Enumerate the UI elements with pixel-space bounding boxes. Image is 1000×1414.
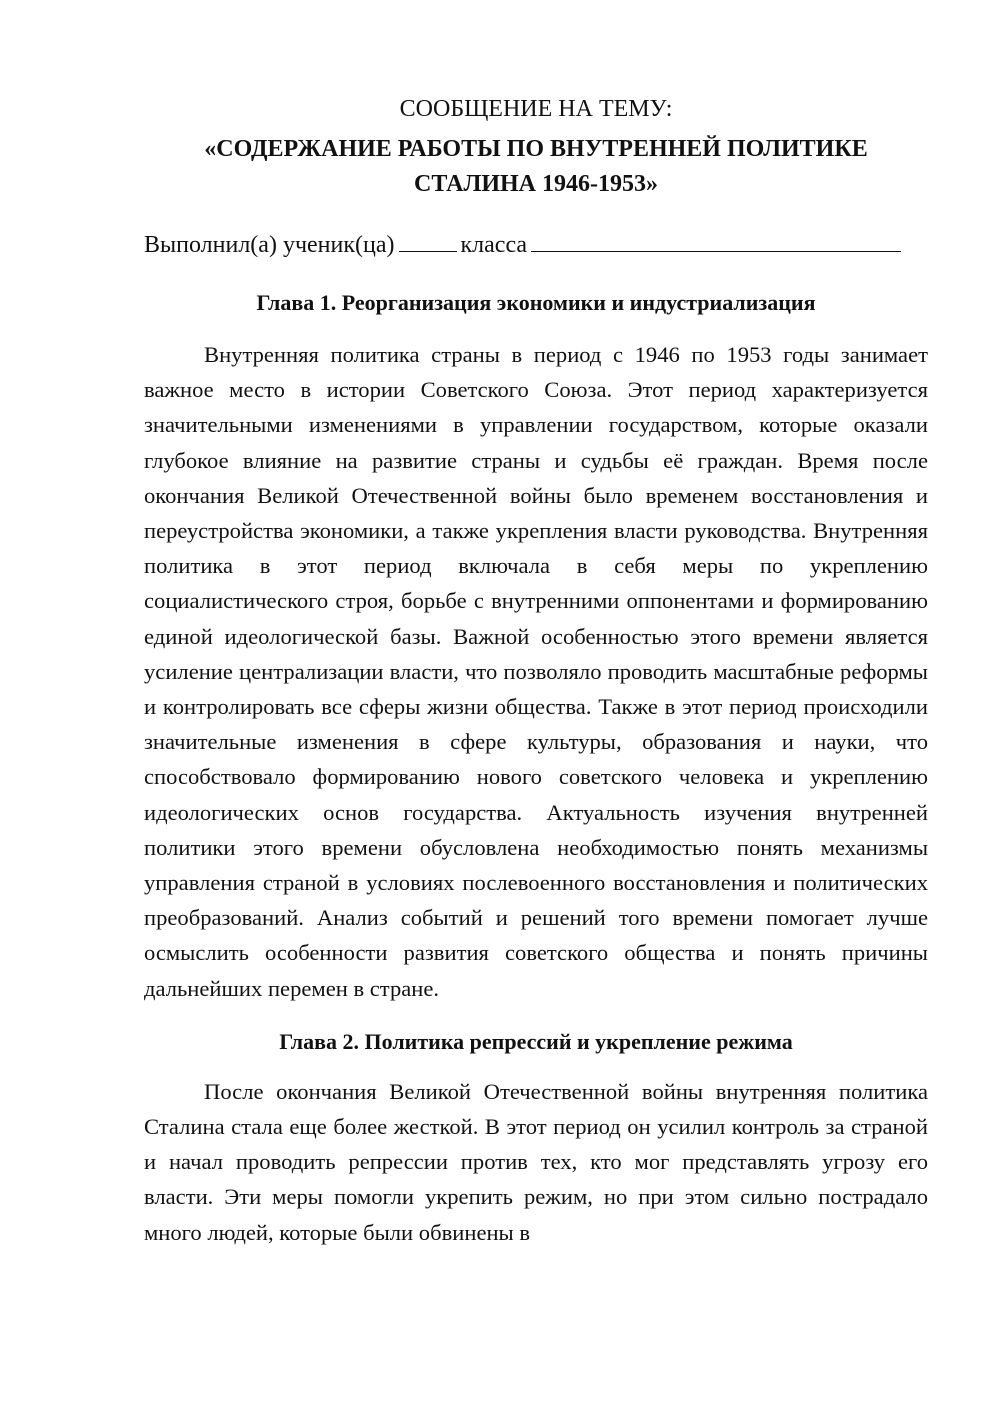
name-blank <box>531 229 901 252</box>
author-class-label: класса <box>460 232 528 258</box>
report-label: СООБЩЕНИЕ НА ТЕМУ: <box>399 96 673 122</box>
chapter-1-paragraph: Внутренняя политика страны в период с 1946 по 1953 годы занимает важное место в истории Советского Союза. Этот период характеризуется значительными изменениями в управлении государством, которые оказали глубокое влияние на развитие страны и судьбы её граждан. Время после окончания Великой Отечественной войны было временем восстановления и переустройства экономики, а также укрепления власти руководства. Внутренняя политика в этот период включала в себя меры по укреплению социалистического строя, борьбе с внутренними оппонентами и формированию единой идеологической базы. Важной особенностью этого времени является усиление централизации власти, что позволяло проводить масштабные реформы и контролировать все сферы жизни общества. Также в этот период происходили значительные изменения в сфере культуры, образования и науки, что способствовало формированию нового советского человека и укреплению идеологических основ государства. Актуальность изучения внутренней политики этого времени обусловлена необходимостью понять механизмы управления страной в условиях послевоенного восстановления и политических преобразований. Анализ событий и решений того времени помогает лучше осмыслить особенности развития советского общества и понять причины дальнейших перемен в стране. <box>144 342 928 1001</box>
report-title-line-2: СТАЛИНА 1946-1953» <box>413 171 659 197</box>
author-line <box>144 228 928 263</box>
chapter-2-title: Глава 2. Политика репрессий и укрепление режима <box>279 1028 793 1054</box>
chapter-1-title: Глава 1. Реорганизация экономики и индустриализация <box>256 290 816 315</box>
report-title-line-1: «СОДЕРЖАНИЕ РАБОТЫ ПО ВНУТРЕННЕЙ ПОЛИТИКЕ <box>204 136 868 162</box>
author-prefix: Выполнил(а) ученик(ца) <box>144 232 395 258</box>
document-page <box>144 92 928 1250</box>
class-blank <box>399 229 457 252</box>
chapter-2-paragraph: После окончания Великой Отечественной войны внутренняя политика Сталина стала еще более жесткой. В этот период он усилил контроль за страной и начал проводить репрессии против тех, кто мог представлять угрозу его власти. Эти меры помогли укрепить режим, но при этом сильно пострадало много людей, которые были обвинены в <box>144 1078 928 1245</box>
